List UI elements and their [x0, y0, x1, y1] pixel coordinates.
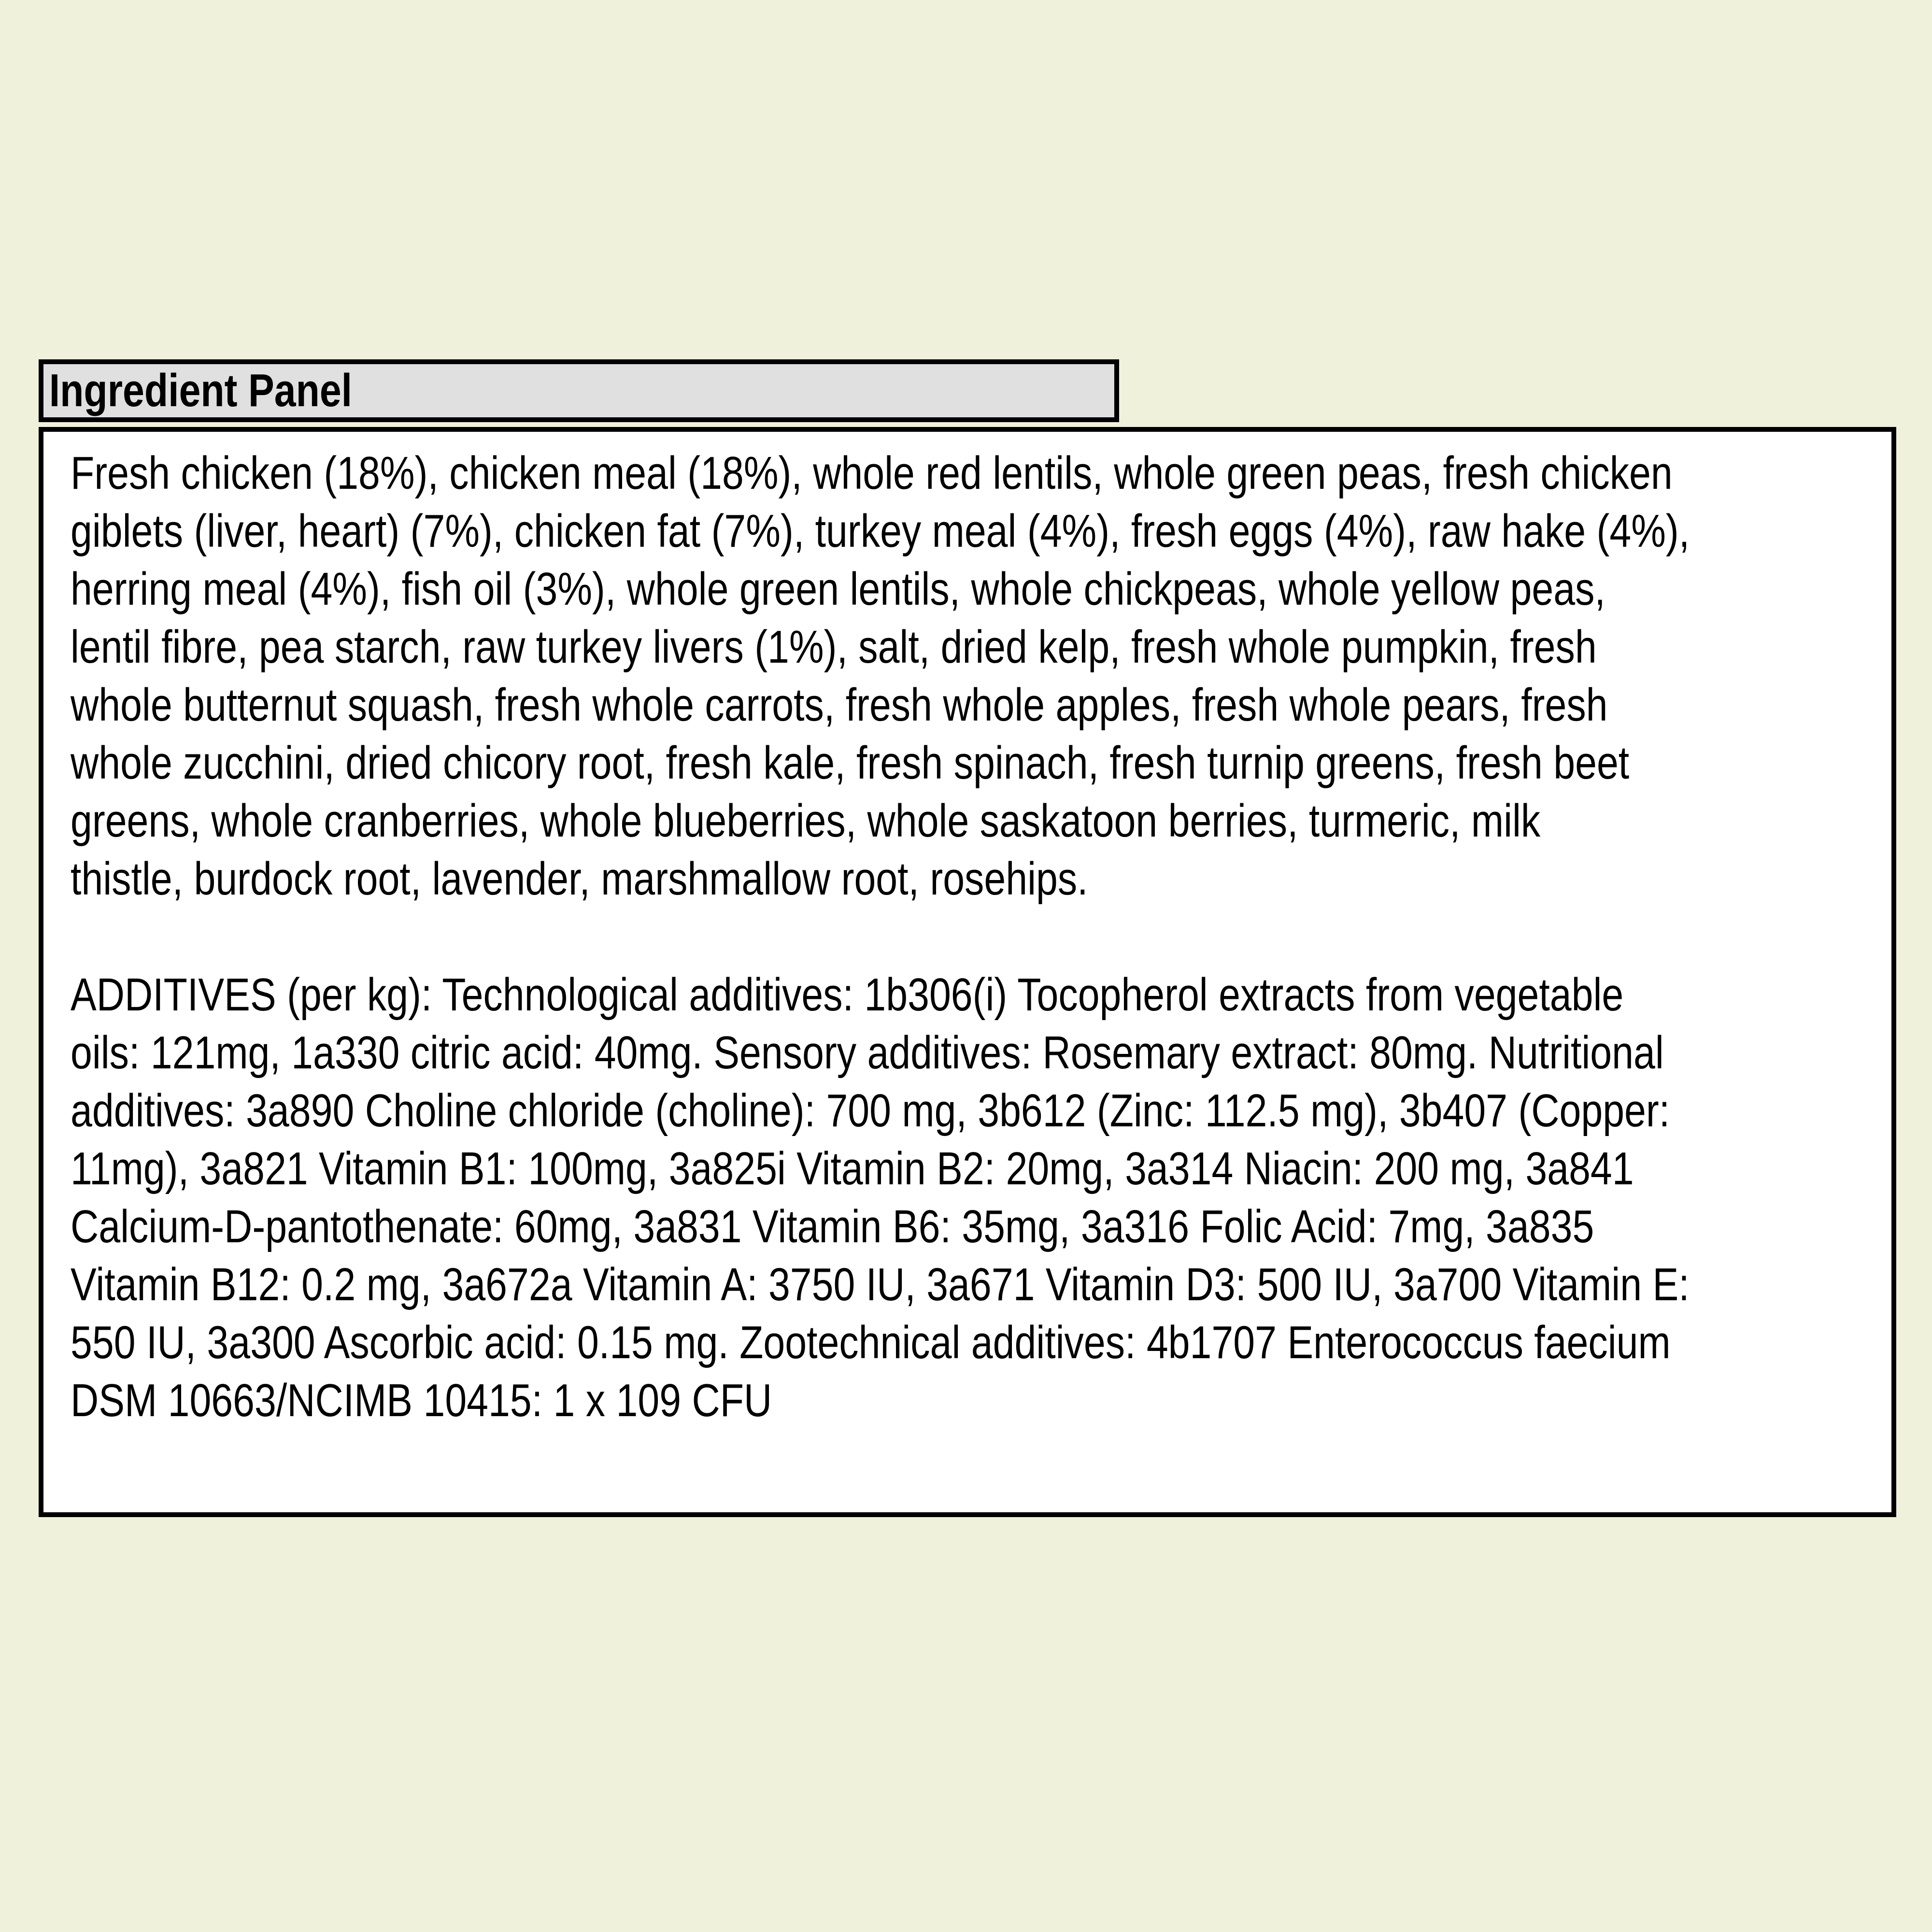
- text-line: thistle, burdock root, lavender, marshmallow root, rosehips.: [71, 853, 1088, 905]
- text-line: oils: 121mg, 1a330 citric acid: 40mg. Sensory additives: Rosemary extract: 80mg. Nutritional: [71, 1027, 1664, 1079]
- text-line: whole zucchini, dried chicory root, fresh kale, fresh spinach, fresh turnip greens, fresh beet: [71, 737, 1630, 789]
- text-line: herring meal (4%), fish oil (3%), whole green lentils, whole chickpeas, whole yellow peas,: [71, 563, 1605, 615]
- text-line: additives: 3a890 Choline chloride (choline): 700 mg, 3b612 (Zinc: 112.5 mg), 3b407 (Copper:: [71, 1085, 1670, 1136]
- text-line: Fresh chicken (18%), chicken meal (18%), whole red lentils, whole green peas, fresh chicken: [71, 447, 1673, 499]
- text-line: Vitamin B12: 0.2 mg, 3a672a Vitamin A: 3750 IU, 3a671 Vitamin D3: 500 IU, 3a700 Vitamin E:: [71, 1259, 1690, 1310]
- text-line: whole butternut squash, fresh whole carrots, fresh whole apples, fresh whole pears, fresh: [71, 679, 1608, 731]
- ingredient-panel-title: Ingredient Panel: [49, 365, 353, 416]
- text-line: lentil fibre, pea starch, raw turkey livers (1%), salt, dried kelp, fresh whole pumpkin, fresh: [71, 621, 1597, 673]
- ingredient-panel-header: [39, 359, 1119, 422]
- text-line: greens, whole cranberries, whole blueberries, whole saskatoon berries, turmeric, milk: [71, 795, 1541, 847]
- text-line: giblets (liver, heart) (7%), chicken fat (7%), turkey meal (4%), fresh eggs (4%), raw hake (4%),: [71, 505, 1690, 557]
- text-line: DSM 10663/NCIMB 10415: 1 x 109 CFU: [71, 1375, 772, 1426]
- text-line: 550 IU, 3a300 Ascorbic acid: 0.15 mg. Zootechnical additives: 4b1707 Enterococcus faecium: [71, 1317, 1671, 1368]
- ingredient-panel-body: [39, 427, 1896, 1517]
- ingredients-paragraph: [71, 444, 1882, 908]
- text-line: Calcium-D-pantothenate: 60mg, 3a831 Vitamin B6: 35mg, 3a316 Folic Acid: 7mg, 3a835: [71, 1201, 1594, 1252]
- text-line: 11mg), 3a821 Vitamin B1: 100mg, 3a825i Vitamin B2: 20mg, 3a314 Niacin: 200 mg, 3a841: [71, 1143, 1634, 1194]
- text-line: ADDITIVES (per kg): Technological additives: 1b306(i) Tocopherol extracts from vegetable: [71, 969, 1624, 1021]
- additives-paragraph: [71, 966, 1882, 1430]
